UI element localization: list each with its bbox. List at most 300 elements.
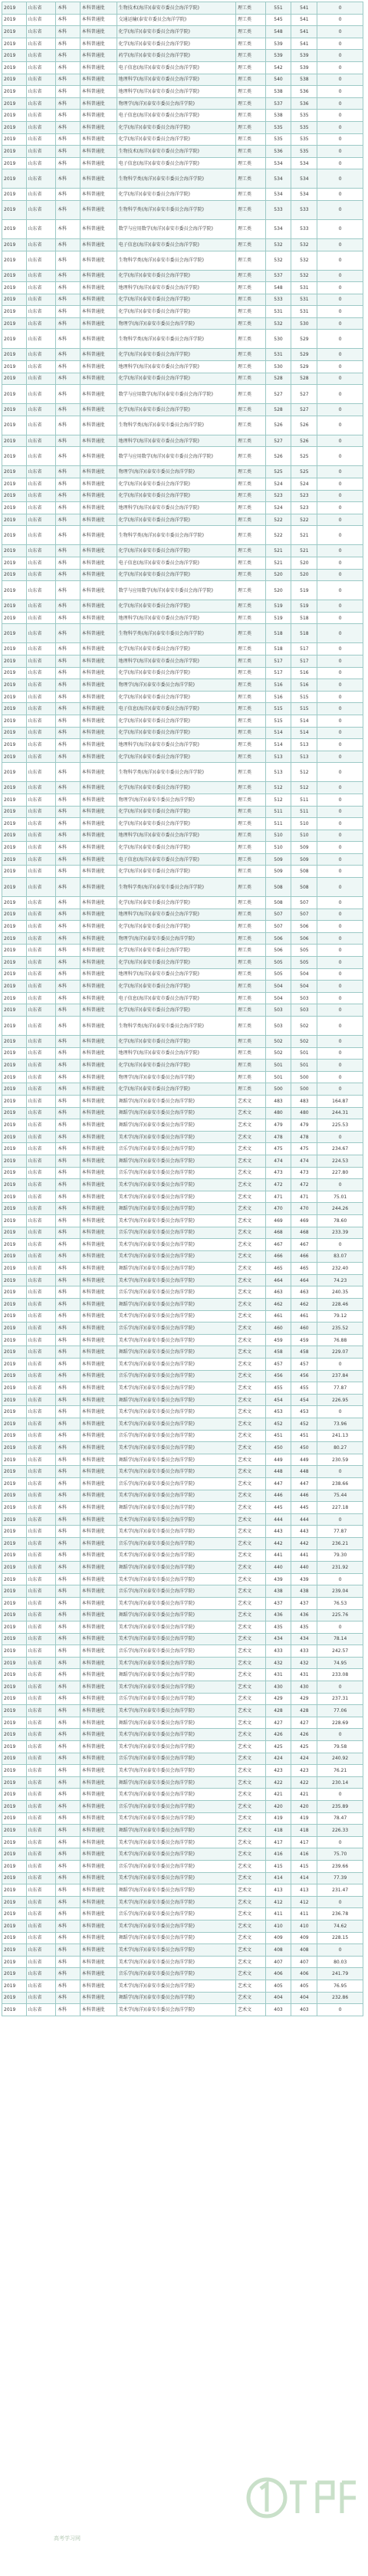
min-score-cell: 433: [291, 1645, 317, 1658]
province-cell: 山东省: [26, 447, 56, 466]
year-cell: 2019: [2, 270, 27, 282]
batch-cell: 本科普通批: [80, 1119, 117, 1132]
subject-cell: 艺术文: [236, 1633, 266, 1645]
year-cell: 2019: [2, 1789, 27, 1801]
extra-value-cell: 0: [317, 612, 363, 624]
extra-value-cell: 0: [317, 992, 363, 1004]
table-row: [2, 842, 363, 854]
table-row: [2, 1239, 363, 1251]
extra-value-cell: 0: [317, 1944, 363, 1957]
year-cell: 2019: [2, 1250, 27, 1263]
min-score-cell: 509: [291, 853, 317, 866]
major-cell: 美术学(海洋)(泰安市委员会海洋学院): [117, 1765, 235, 1777]
table-row: [2, 1394, 363, 1406]
max-score-cell: 534: [265, 219, 291, 238]
year-cell: 2019: [2, 478, 27, 491]
min-score-cell: 514: [291, 715, 317, 727]
subject-cell: 艺术文: [236, 1896, 266, 1908]
batch-cell: 本科普通批: [80, 1562, 117, 1574]
year-cell: 2019: [2, 200, 27, 219]
level-cell: 本科: [56, 655, 80, 667]
table-row: [2, 1562, 363, 1574]
extra-value-cell: 79.12: [317, 1310, 363, 1322]
province-cell: 山东省: [26, 1107, 56, 1119]
extra-value-cell: 74.95: [317, 1657, 363, 1669]
major-cell: 美术学(海洋)(泰安市委员会海洋学院): [117, 1980, 235, 1992]
province-cell: 山东省: [26, 853, 56, 866]
major-cell: 地理科学(海洋)(泰安市委员会海洋学院): [117, 739, 235, 751]
table-row: [2, 1526, 363, 1538]
table-row: [2, 897, 363, 909]
major-cell: 生物科学类(海洋)(泰安市委员会海洋学院): [117, 200, 235, 219]
table-row: [2, 806, 363, 818]
province-cell: 山东省: [26, 545, 56, 557]
batch-cell: 本科普通批: [80, 219, 117, 238]
year-cell: 2019: [2, 1083, 27, 1096]
table-row: [2, 1812, 363, 1825]
batch-cell: 本科普通批: [80, 466, 117, 478]
table-row: [2, 270, 363, 282]
major-cell: 音乐学(海洋)(泰安市委员会海洋学院): [117, 1477, 235, 1490]
extra-value-cell: 226.33: [317, 1825, 363, 1837]
major-cell: 音乐学(海洋)(泰安市委员会海洋学院): [117, 1370, 235, 1382]
table-row: [2, 110, 363, 122]
major-cell: 地理科学(海洋)(泰安市委员会海洋学院): [117, 502, 235, 514]
subject-cell: 理工类: [236, 146, 266, 158]
max-score-cell: 537: [265, 270, 291, 282]
major-cell: 地理科学(海洋)(泰安市委员会海洋学院): [117, 361, 235, 373]
year-cell: 2019: [2, 957, 27, 969]
subject-cell: 艺术文: [236, 1549, 266, 1562]
year-cell: 2019: [2, 679, 27, 692]
year-cell: 2019: [2, 146, 27, 158]
batch-cell: 本科普通批: [80, 715, 117, 727]
province-cell: 山东省: [26, 1645, 56, 1658]
max-score-cell: 515: [265, 715, 291, 727]
subject-cell: 艺术文: [236, 1299, 266, 1311]
major-cell: 地理科学(海洋)(泰安市委员会海洋学院): [117, 74, 235, 86]
year-cell: 2019: [2, 715, 27, 727]
subject-cell: 艺术文: [236, 1490, 266, 1502]
province-cell: 山东省: [26, 1585, 56, 1598]
major-cell: 化学(海洋)(泰安市委员会海洋学院): [117, 294, 235, 306]
level-cell: 本科: [56, 1681, 80, 1694]
min-score-cell: 460: [291, 1322, 317, 1335]
province-cell: 山东省: [26, 897, 56, 909]
max-score-cell: 501: [265, 1060, 291, 1072]
extra-value-cell: 0: [317, 219, 363, 238]
year-cell: 2019: [2, 1741, 27, 1753]
level-cell: 本科: [56, 897, 80, 909]
subject-cell: 艺术文: [236, 1107, 266, 1119]
province-cell: 山东省: [26, 251, 56, 270]
max-score-cell: 464: [265, 1274, 291, 1286]
level-cell: 本科: [56, 1060, 80, 1072]
extra-value-cell: 0: [317, 317, 363, 330]
level-cell: 本科: [56, 1609, 80, 1622]
level-cell: 本科: [56, 385, 80, 404]
province-cell: 山东省: [26, 282, 56, 294]
extra-value-cell: 0: [317, 1047, 363, 1060]
max-score-cell: 417: [265, 1836, 291, 1848]
extra-value-cell: 0: [317, 818, 363, 830]
year-cell: 2019: [2, 466, 27, 478]
major-cell: 化学(海洋)(泰安市委员会海洋学院): [117, 751, 235, 763]
max-score-cell: 419: [265, 1812, 291, 1825]
extra-value-cell: 240.92: [317, 1753, 363, 1765]
subject-cell: 艺术文: [236, 1359, 266, 1371]
subject-cell: 艺术文: [236, 1729, 266, 1741]
extra-value-cell: 239.66: [317, 1860, 363, 1872]
level-cell: 本科: [56, 1017, 80, 1036]
year-cell: 2019: [2, 219, 27, 238]
extra-value-cell: 241.13: [317, 1430, 363, 1442]
batch-cell: 本科普通批: [80, 1908, 117, 1921]
extra-value-cell: 0: [317, 404, 363, 416]
extra-value-cell: 0: [317, 86, 363, 98]
min-score-cell: 431: [291, 1669, 317, 1681]
table-row: [2, 14, 363, 26]
province-cell: 山东省: [26, 1992, 56, 2004]
province-cell: 山东省: [26, 1776, 56, 1789]
level-cell: 本科: [56, 349, 80, 361]
extra-value-cell: 240.35: [317, 1286, 363, 1299]
province-cell: 山东省: [26, 679, 56, 692]
year-cell: 2019: [2, 932, 27, 945]
subject-cell: 理工类: [236, 514, 266, 526]
level-cell: 本科: [56, 691, 80, 703]
major-cell: 美术学(海洋)(泰安市委员会海洋学院): [117, 1836, 235, 1848]
level-cell: 本科: [56, 830, 80, 842]
batch-cell: 本科普通批: [80, 1346, 117, 1359]
province-cell: 山东省: [26, 1083, 56, 1096]
table-row: [2, 1896, 363, 1908]
level-cell: 本科: [56, 1705, 80, 1717]
max-score-cell: 533: [265, 294, 291, 306]
table-row: [2, 557, 363, 570]
max-score-cell: 473: [265, 1167, 291, 1179]
batch-cell: 本科普通批: [80, 146, 117, 158]
extra-value-cell: 0: [317, 385, 363, 404]
subject-cell: 艺术文: [236, 1346, 266, 1359]
major-cell: 音乐学(海洋)(泰安市委员会海洋学院): [117, 1968, 235, 1980]
batch-cell: 本科普通批: [80, 1382, 117, 1395]
min-score-cell: 507: [291, 909, 317, 921]
extra-value-cell: 0: [317, 909, 363, 921]
min-score-cell: 474: [291, 1155, 317, 1167]
year-cell: 2019: [2, 282, 27, 294]
max-score-cell: 516: [265, 679, 291, 692]
extra-value-cell: 0: [317, 1239, 363, 1251]
extra-value-cell: 0: [317, 739, 363, 751]
extra-value-cell: 0: [317, 981, 363, 993]
min-score-cell: 427: [291, 1717, 317, 1729]
year-cell: 2019: [2, 435, 27, 447]
extra-value-cell: 0: [317, 200, 363, 219]
min-score-cell: 430: [291, 1681, 317, 1694]
subject-cell: 艺术文: [236, 1872, 266, 1884]
extra-value-cell: 0: [317, 1513, 363, 1526]
extra-value-cell: 0: [317, 667, 363, 679]
min-score-cell: 530: [291, 317, 317, 330]
province-cell: 山东省: [26, 1681, 56, 1694]
major-cell: 美术学(海洋)(泰安市委员会海洋学院): [117, 1131, 235, 1143]
level-cell: 本科: [56, 1167, 80, 1179]
subject-cell: 理工类: [236, 26, 266, 38]
batch-cell: 本科普通批: [80, 1047, 117, 1060]
batch-cell: 本科普通批: [80, 1956, 117, 1968]
max-score-cell: 503: [265, 1017, 291, 1036]
subject-cell: 理工类: [236, 853, 266, 866]
level-cell: 本科: [56, 373, 80, 385]
major-cell: 美术学(海洋)(泰安市委员会海洋学院): [117, 1848, 235, 1861]
year-cell: 2019: [2, 1513, 27, 1526]
extra-value-cell: 231.92: [317, 1562, 363, 1574]
max-score-cell: 443: [265, 1526, 291, 1538]
extra-value-cell: 80.27: [317, 1442, 363, 1454]
major-cell: 化学(海洋)(泰安市委员会海洋学院): [117, 600, 235, 613]
major-cell: 音乐学(海洋)(泰安市委员会海洋学院): [117, 1693, 235, 1705]
level-cell: 本科: [56, 200, 80, 219]
subject-cell: 艺术文: [236, 1250, 266, 1263]
major-cell: 美术学(海洋)(泰安市委员会海洋学院): [117, 1334, 235, 1346]
table-row: [2, 1227, 363, 1239]
batch-cell: 本科普通批: [80, 1549, 117, 1562]
min-score-cell: 535: [291, 146, 317, 158]
subject-cell: 理工类: [236, 1047, 266, 1060]
province-cell: 山东省: [26, 782, 56, 794]
level-cell: 本科: [56, 1502, 80, 1514]
min-score-cell: 514: [291, 727, 317, 739]
min-score-cell: 525: [291, 447, 317, 466]
subject-cell: 艺术文: [236, 1932, 266, 1944]
subject-cell: 艺术文: [236, 1669, 266, 1681]
table-row: [2, 294, 363, 306]
table-row: [2, 50, 363, 62]
level-cell: 本科: [56, 146, 80, 158]
year-cell: 2019: [2, 1884, 27, 1897]
province-cell: 山东省: [26, 1095, 56, 1107]
province-cell: 山东省: [26, 992, 56, 1004]
province-cell: 山东省: [26, 1191, 56, 1203]
level-cell: 本科: [56, 643, 80, 656]
min-score-cell: 519: [291, 600, 317, 613]
subject-cell: 艺术文: [236, 1908, 266, 1921]
major-cell: 物理学(海洋)(泰安市委员会海洋学院): [117, 97, 235, 110]
table-row: [2, 569, 363, 581]
subject-cell: 理工类: [236, 74, 266, 86]
level-cell: 本科: [56, 1322, 80, 1335]
extra-value-cell: 0: [317, 897, 363, 909]
major-cell: 舞蹈学(海洋)(泰安市委员会海洋学院): [117, 1107, 235, 1119]
level-cell: 本科: [56, 1526, 80, 1538]
year-cell: 2019: [2, 349, 27, 361]
min-score-cell: 500: [291, 1083, 317, 1096]
batch-cell: 本科普通批: [80, 1765, 117, 1777]
extra-value-cell: 229.07: [317, 1346, 363, 1359]
extra-value-cell: 0: [317, 782, 363, 794]
batch-cell: 本科普通批: [80, 1143, 117, 1155]
year-cell: 2019: [2, 1477, 27, 1490]
extra-value-cell: 0: [317, 703, 363, 715]
max-score-cell: 474: [265, 1155, 291, 1167]
extra-value-cell: 164.87: [317, 1095, 363, 1107]
province-cell: 山东省: [26, 1310, 56, 1322]
major-cell: 美术学(海洋)(泰安市委员会海洋学院): [117, 1705, 235, 1717]
province-cell: 山东省: [26, 2004, 56, 2016]
min-score-cell: 503: [291, 992, 317, 1004]
year-cell: 2019: [2, 330, 27, 349]
min-score-cell: 473: [291, 1167, 317, 1179]
subject-cell: 艺术文: [236, 1980, 266, 1992]
min-score-cell: 502: [291, 1036, 317, 1048]
table-row: [2, 679, 363, 692]
major-cell: 美术学(海洋)(泰安市委员会海洋学院): [117, 1179, 235, 1191]
level-cell: 本科: [56, 1490, 80, 1502]
batch-cell: 本科普通批: [80, 1107, 117, 1119]
max-score-cell: 418: [265, 1825, 291, 1837]
major-cell: 美术学(海洋)(泰安市委员会海洋学院): [117, 1944, 235, 1957]
batch-cell: 本科普通批: [80, 61, 117, 74]
table-row: [2, 169, 363, 189]
min-score-cell: 534: [291, 169, 317, 189]
province-cell: 山东省: [26, 1060, 56, 1072]
level-cell: 本科: [56, 97, 80, 110]
extra-value-cell: 78.60: [317, 1214, 363, 1227]
province-cell: 山东省: [26, 691, 56, 703]
min-score-cell: 538: [291, 74, 317, 86]
major-cell: 化学(海洋)(泰安市委员会海洋学院): [117, 691, 235, 703]
extra-value-cell: 225.76: [317, 1609, 363, 1622]
table-row: [2, 691, 363, 703]
table-row: [2, 1537, 363, 1549]
max-score-cell: 513: [265, 751, 291, 763]
major-cell: 美术学(海洋)(泰安市委员会海洋学院): [117, 1406, 235, 1418]
province-cell: 山东省: [26, 1609, 56, 1622]
major-cell: 生物科学类(海洋)(泰安市委员会海洋学院): [117, 416, 235, 435]
major-cell: 化学(海洋)(泰安市委员会海洋学院): [117, 545, 235, 557]
year-cell: 2019: [2, 157, 27, 169]
max-score-cell: 506: [265, 932, 291, 945]
table-row: [2, 1705, 363, 1717]
level-cell: 本科: [56, 447, 80, 466]
level-cell: 本科: [56, 26, 80, 38]
table-row: [2, 545, 363, 557]
province-cell: 山东省: [26, 61, 56, 74]
province-cell: 山东省: [26, 968, 56, 981]
year-cell: 2019: [2, 763, 27, 782]
year-cell: 2019: [2, 866, 27, 878]
batch-cell: 本科普通批: [80, 490, 117, 502]
table-row: [2, 1968, 363, 1980]
province-cell: 山东省: [26, 1017, 56, 1036]
major-cell: 化学(海洋)(泰安市委员会海洋学院): [117, 715, 235, 727]
major-cell: 化学(海洋)(泰安市委员会海洋学院): [117, 782, 235, 794]
min-score-cell: 447: [291, 1477, 317, 1490]
table-row: [2, 1274, 363, 1286]
subject-cell: 理工类: [236, 219, 266, 238]
extra-value-cell: 0: [317, 133, 363, 146]
batch-cell: 本科普通批: [80, 2, 117, 15]
level-cell: 本科: [56, 1980, 80, 1992]
extra-value-cell: 75.44: [317, 1490, 363, 1502]
year-cell: 2019: [2, 361, 27, 373]
max-score-cell: 434: [265, 1633, 291, 1645]
table-row: [2, 1549, 363, 1562]
max-score-cell: 455: [265, 1382, 291, 1395]
subject-cell: 艺术文: [236, 1382, 266, 1395]
min-score-cell: 505: [291, 945, 317, 957]
province-cell: 山东省: [26, 1801, 56, 1813]
extra-value-cell: 0: [317, 1573, 363, 1585]
min-score-cell: 440: [291, 1562, 317, 1574]
batch-cell: 本科普通批: [80, 1645, 117, 1658]
subject-cell: 艺术文: [236, 1622, 266, 1634]
batch-cell: 本科普通批: [80, 1609, 117, 1622]
max-score-cell: 505: [265, 957, 291, 969]
min-score-cell: 536: [291, 97, 317, 110]
province-cell: 山东省: [26, 715, 56, 727]
province-cell: 山东省: [26, 1406, 56, 1418]
level-cell: 本科: [56, 1155, 80, 1167]
max-score-cell: 520: [265, 581, 291, 600]
table-row: [2, 1765, 363, 1777]
max-score-cell: 518: [265, 624, 291, 643]
level-cell: 本科: [56, 270, 80, 282]
province-cell: 山东省: [26, 794, 56, 806]
min-score-cell: 531: [291, 306, 317, 318]
extra-value-cell: 0: [317, 581, 363, 600]
table-row: [2, 968, 363, 981]
subject-cell: 理工类: [236, 121, 266, 133]
max-score-cell: 429: [265, 1693, 291, 1705]
min-score-cell: 471: [291, 1191, 317, 1203]
province-cell: 山东省: [26, 514, 56, 526]
level-cell: 本科: [56, 763, 80, 782]
level-cell: 本科: [56, 2, 80, 15]
extra-value-cell: 0: [317, 643, 363, 656]
major-cell: 音乐学(海洋)(泰安市委员会海洋学院): [117, 1227, 235, 1239]
province-cell: 山东省: [26, 1848, 56, 1861]
batch-cell: 本科普通批: [80, 1681, 117, 1694]
max-score-cell: 456: [265, 1370, 291, 1382]
max-score-cell: 510: [265, 842, 291, 854]
table-row: [2, 1980, 363, 1992]
max-score-cell: 424: [265, 1753, 291, 1765]
level-cell: 本科: [56, 294, 80, 306]
province-cell: 山东省: [26, 157, 56, 169]
level-cell: 本科: [56, 1334, 80, 1346]
batch-cell: 本科普通批: [80, 121, 117, 133]
table-row: [2, 447, 363, 466]
min-score-cell: 457: [291, 1359, 317, 1371]
level-cell: 本科: [56, 853, 80, 866]
max-score-cell: 469: [265, 1214, 291, 1227]
year-cell: 2019: [2, 945, 27, 957]
province-cell: 山东省: [26, 1513, 56, 1526]
table-row: [2, 739, 363, 751]
extra-value-cell: 224.53: [317, 1155, 363, 1167]
max-score-cell: 506: [265, 945, 291, 957]
min-score-cell: 461: [291, 1310, 317, 1322]
major-cell: 美术学(海洋)(泰安市委员会海洋学院): [117, 1681, 235, 1694]
province-cell: 山东省: [26, 1071, 56, 1083]
table-row: [2, 1633, 363, 1645]
year-cell: 2019: [2, 612, 27, 624]
min-score-cell: 516: [291, 667, 317, 679]
extra-value-cell: 228.69: [317, 1717, 363, 1729]
province-cell: 山东省: [26, 1884, 56, 1897]
